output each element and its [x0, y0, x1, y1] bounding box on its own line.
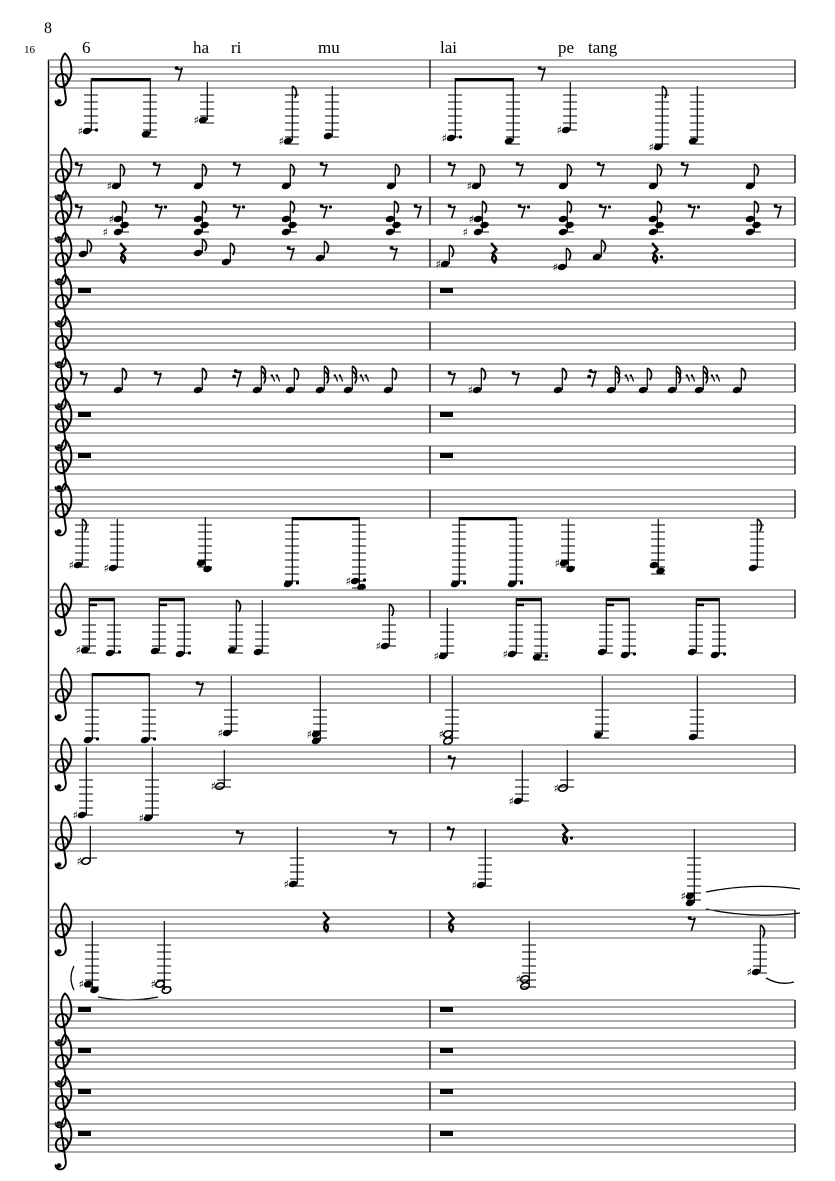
tie — [706, 886, 800, 892]
notehead — [202, 565, 212, 574]
notehead — [383, 386, 393, 395]
note — [732, 368, 746, 394]
note — [687, 598, 703, 656]
note — [553, 368, 567, 394]
sharp-accidental: ♯ — [106, 180, 112, 193]
note — [193, 164, 207, 190]
note-flag — [566, 248, 570, 260]
beam — [516, 598, 541, 601]
notehead — [253, 648, 263, 657]
treble-clef-icon — [56, 583, 72, 635]
chord — [648, 201, 665, 236]
whole-rest — [440, 1048, 453, 1053]
sharp-accidental: ♯ — [746, 966, 752, 979]
note — [557, 82, 578, 137]
augmentation-dot — [153, 737, 156, 740]
notehead — [553, 386, 563, 395]
note — [450, 517, 466, 588]
chord — [79, 921, 100, 994]
sharp-accidental: ♯ — [72, 809, 78, 822]
sharp-accidental: ♯ — [283, 878, 289, 891]
augmentation-dot — [527, 205, 530, 208]
whole-rest — [440, 412, 453, 417]
note-flag — [324, 241, 328, 253]
note — [252, 366, 266, 394]
treble-clef-icon — [56, 816, 72, 868]
notehead — [507, 650, 517, 659]
augmentation-dot — [520, 581, 523, 584]
page-number: 8 — [44, 20, 52, 37]
eighth-rest — [447, 826, 455, 840]
sharp-accidental: ♯ — [515, 973, 521, 986]
notehead — [620, 651, 630, 660]
eighth-rest — [688, 916, 696, 930]
notehead — [606, 386, 616, 395]
note-flag — [395, 164, 399, 176]
sharp-accidental: ♯ — [680, 890, 686, 903]
notehead — [751, 968, 761, 977]
chord — [439, 676, 460, 745]
beam — [92, 78, 150, 81]
sharp-accidental: ♯ — [103, 562, 109, 575]
sharp-accidental: ♯ — [553, 782, 559, 795]
augmentation-dot — [570, 836, 573, 839]
note — [279, 86, 300, 148]
note — [281, 164, 295, 190]
measure-number: 16 — [24, 44, 35, 56]
augmentation-dot — [633, 652, 636, 655]
chord — [745, 201, 762, 236]
note — [69, 519, 90, 572]
note — [315, 241, 329, 262]
note — [218, 676, 239, 740]
notehead — [113, 386, 123, 395]
eighth-rest — [538, 66, 546, 80]
note — [667, 366, 681, 394]
note — [77, 826, 98, 868]
staff-10 — [48, 483, 795, 591]
notehead — [710, 651, 720, 660]
sharp-accidental: ♯ — [556, 124, 562, 137]
sharp-accidental: ♯ — [468, 213, 474, 226]
chord — [649, 519, 666, 575]
sharp-accidental: ♯ — [466, 180, 472, 193]
note — [532, 598, 548, 661]
sharp-accidental: ♯ — [138, 812, 144, 825]
beam — [89, 598, 114, 601]
augmentation-dot — [96, 737, 99, 740]
sharp-accidental: ♯ — [648, 141, 654, 154]
augmentation-dot — [242, 205, 245, 208]
notehead — [391, 221, 401, 230]
notehead — [215, 782, 225, 791]
whole-rest — [440, 1089, 453, 1094]
whole-rest — [440, 288, 453, 293]
lyric-syllable: ha — [193, 38, 210, 57]
staff-4 — [48, 232, 795, 284]
whole-rest — [440, 453, 453, 458]
beam-stub — [696, 604, 704, 607]
chord — [681, 829, 702, 907]
note — [194, 82, 215, 127]
note — [141, 78, 157, 138]
notehead — [472, 386, 482, 395]
notehead — [558, 215, 568, 224]
lyric-syllable: lai — [440, 38, 457, 57]
augmentation-dot — [363, 578, 366, 581]
treble-clef-icon — [56, 53, 72, 105]
notehead — [113, 215, 123, 224]
beam-stub — [159, 604, 167, 607]
beam — [606, 598, 629, 601]
note — [193, 239, 207, 257]
notehead — [140, 736, 150, 745]
augmentation-dot — [296, 581, 299, 584]
augmentation-dot — [459, 135, 462, 138]
treble-clef-icon — [56, 738, 72, 790]
notehead — [694, 386, 704, 395]
notehead — [564, 221, 574, 230]
note-flag — [567, 164, 571, 176]
sharp-accidental: ♯ — [552, 261, 558, 274]
sharp-accidental: ♯ — [306, 728, 312, 741]
staff-13 — [48, 738, 795, 825]
chord — [346, 517, 367, 591]
staff-17 — [48, 1034, 795, 1086]
staff-18 — [48, 1075, 795, 1127]
augmentation-dot — [723, 652, 726, 655]
notehead — [565, 565, 575, 574]
sharp-accidental: ♯ — [438, 728, 444, 741]
beam-stub — [89, 604, 97, 607]
note — [73, 747, 94, 822]
sharp-accidental: ♯ — [278, 135, 284, 148]
notehead — [687, 648, 697, 657]
staff-7 — [48, 357, 795, 409]
note — [175, 598, 191, 658]
note-flag — [480, 164, 484, 176]
sharp-accidental: ♯ — [102, 226, 108, 239]
note — [648, 164, 662, 190]
augmentation-dot — [188, 651, 191, 654]
note — [507, 517, 523, 588]
staff-15 — [48, 903, 795, 1000]
notehead — [175, 650, 185, 659]
sharp-accidental: ♯ — [75, 644, 81, 657]
note — [472, 829, 493, 892]
notehead — [78, 250, 88, 259]
note-flag — [449, 245, 453, 257]
sharp-accidental: ♯ — [471, 879, 477, 892]
notehead — [751, 221, 761, 230]
whole-rest — [78, 1131, 91, 1136]
staff-8 — [48, 398, 795, 450]
notehead — [745, 215, 755, 224]
note — [553, 248, 571, 274]
notehead — [83, 736, 93, 745]
note — [747, 925, 768, 979]
chord — [307, 676, 328, 745]
note — [748, 519, 764, 572]
note — [383, 368, 397, 394]
whole-rest — [78, 412, 91, 417]
treble-clef-icon — [56, 903, 72, 955]
lyric-syllable: pe — [558, 38, 575, 57]
note — [227, 600, 243, 654]
notehead — [315, 386, 325, 395]
sharp-accidental: ♯ — [150, 978, 156, 991]
notehead — [193, 386, 203, 395]
note — [78, 78, 99, 138]
note — [688, 86, 704, 145]
sharp-accidental: ♯ — [554, 557, 560, 570]
notehead — [748, 564, 758, 573]
quarter-rest — [562, 824, 573, 844]
notehead — [385, 215, 395, 224]
sharp-accidental: ♯ — [78, 978, 84, 991]
note — [745, 164, 759, 190]
chord — [463, 201, 490, 239]
sharp-accidental: ♯ — [435, 258, 441, 271]
eighth-rest — [196, 681, 204, 695]
chord — [558, 201, 575, 236]
lyric-syllable: mu — [318, 38, 340, 57]
note — [343, 366, 357, 394]
note — [105, 598, 121, 657]
notehead — [732, 386, 742, 395]
note — [107, 164, 125, 193]
note — [211, 750, 232, 793]
note — [592, 240, 606, 261]
note — [104, 519, 125, 575]
sharp-accidental: ♯ — [375, 640, 381, 653]
notehead — [73, 561, 83, 570]
notehead — [150, 647, 160, 656]
augmentation-dot — [95, 128, 98, 131]
note — [467, 164, 485, 193]
note-flag — [290, 164, 294, 176]
augmentation-dot — [660, 255, 663, 258]
note-flag — [120, 164, 124, 176]
sharp-accidental: ♯ — [467, 384, 473, 397]
sharp-accidental: ♯ — [68, 559, 74, 572]
note — [434, 608, 455, 663]
notehead — [199, 221, 209, 230]
staff-2 — [48, 148, 795, 200]
staff-9 — [48, 439, 795, 491]
notehead — [119, 221, 129, 230]
augmentation-dot — [697, 205, 700, 208]
note-flag — [202, 164, 206, 176]
note-flag — [657, 164, 661, 176]
staff-1 — [48, 53, 795, 154]
augmentation-dot — [463, 581, 466, 584]
chord — [151, 921, 172, 994]
staff-11 — [48, 583, 795, 663]
sharp-accidental: ♯ — [433, 650, 439, 663]
beam-stub — [516, 604, 524, 607]
notehead — [315, 254, 325, 263]
note-flag — [389, 604, 393, 616]
notehead — [473, 215, 483, 224]
chord — [196, 517, 213, 573]
note — [113, 368, 127, 394]
notehead — [285, 386, 295, 395]
note-flag — [202, 239, 206, 251]
notehead — [108, 564, 118, 573]
lyric-syllable: ri — [231, 38, 242, 57]
staff-6 — [48, 315, 795, 367]
notehead — [638, 386, 648, 395]
notehead — [288, 880, 298, 889]
notehead — [281, 215, 291, 224]
chord — [555, 519, 576, 573]
chord — [103, 201, 130, 239]
whole-rest — [78, 1089, 91, 1094]
augmentation-dot — [164, 205, 167, 208]
augmentation-dot — [608, 205, 611, 208]
sharp-accidental: ♯ — [502, 648, 508, 661]
notehead — [287, 221, 297, 230]
notehead — [667, 386, 677, 395]
note-flag — [754, 164, 758, 176]
whole-rest — [78, 1007, 91, 1012]
note — [638, 368, 652, 394]
notehead — [82, 127, 92, 136]
note — [253, 600, 269, 656]
notehead — [649, 561, 659, 570]
notehead — [597, 648, 607, 657]
sharp-accidental: ♯ — [76, 855, 82, 868]
whole-rest — [440, 1131, 453, 1136]
beam — [92, 673, 149, 676]
staff-5 — [48, 274, 795, 326]
staff-14 — [48, 816, 800, 915]
sharp-accidental: ♯ — [345, 575, 351, 588]
notehead — [193, 249, 203, 258]
chord — [281, 201, 298, 236]
note — [606, 366, 620, 394]
tie-wrap — [71, 966, 74, 990]
sharp-accidental: ♯ — [193, 114, 199, 127]
eighth-rest — [448, 755, 456, 769]
note — [386, 164, 400, 190]
quarter-rest — [323, 912, 328, 932]
note — [83, 673, 99, 744]
sharp-accidental: ♯ — [508, 795, 514, 808]
notehead — [221, 258, 231, 267]
notehead — [557, 263, 567, 272]
chord — [193, 201, 210, 236]
notehead — [193, 215, 203, 224]
notehead — [252, 386, 262, 395]
beam — [459, 517, 516, 520]
note — [593, 676, 609, 739]
note — [558, 164, 572, 190]
notehead — [654, 221, 664, 230]
staff-12 — [48, 668, 795, 745]
lyric-syllable: 6 — [82, 38, 91, 57]
sharp-accidental: ♯ — [462, 226, 468, 239]
staff-16 — [48, 993, 795, 1045]
note-flag — [236, 600, 240, 612]
note — [150, 598, 166, 655]
note — [688, 676, 704, 741]
note — [323, 86, 339, 140]
sharp-accidental: ♯ — [108, 213, 114, 226]
whole-rest — [78, 1048, 91, 1053]
beam — [159, 598, 184, 601]
quarter-rest — [448, 912, 453, 932]
notehead — [222, 729, 232, 738]
note — [140, 673, 156, 744]
sharp-accidental: ♯ — [217, 727, 223, 740]
augmentation-dot — [545, 654, 548, 657]
notehead — [476, 881, 486, 890]
note — [503, 598, 524, 661]
whole-rest — [78, 288, 91, 293]
note — [597, 598, 613, 656]
beam-stub — [606, 604, 614, 607]
notehead — [446, 134, 456, 143]
tie — [766, 978, 794, 983]
treble-clef-icon — [56, 668, 72, 720]
note — [78, 240, 92, 258]
chord — [385, 201, 402, 236]
notehead — [479, 221, 489, 230]
staff-19 — [48, 1117, 795, 1169]
note — [283, 517, 299, 588]
augmentation-dot — [118, 650, 121, 653]
notehead — [648, 215, 658, 224]
whole-rest — [78, 453, 91, 458]
lyric-syllable: tang — [588, 38, 618, 57]
note — [649, 86, 670, 154]
notehead — [520, 982, 530, 991]
whole-rest — [440, 1007, 453, 1012]
eighth-rest — [175, 66, 183, 80]
note — [193, 368, 207, 394]
notehead — [323, 132, 333, 141]
notehead — [688, 733, 698, 742]
beam — [696, 598, 719, 601]
notehead — [343, 386, 353, 395]
beam — [292, 517, 359, 520]
note — [315, 366, 329, 394]
notehead — [558, 784, 568, 793]
note — [694, 366, 708, 394]
sharp-accidental: ♯ — [77, 125, 83, 138]
note — [620, 598, 636, 659]
note — [285, 368, 299, 394]
note — [468, 368, 486, 397]
beam — [455, 78, 513, 81]
sharp-accidental: ♯ — [441, 132, 447, 145]
note — [76, 598, 97, 657]
augmentation-dot — [329, 205, 332, 208]
staff-3 — [48, 190, 795, 242]
sharp-accidental: ♯ — [210, 780, 216, 793]
note — [710, 598, 726, 659]
